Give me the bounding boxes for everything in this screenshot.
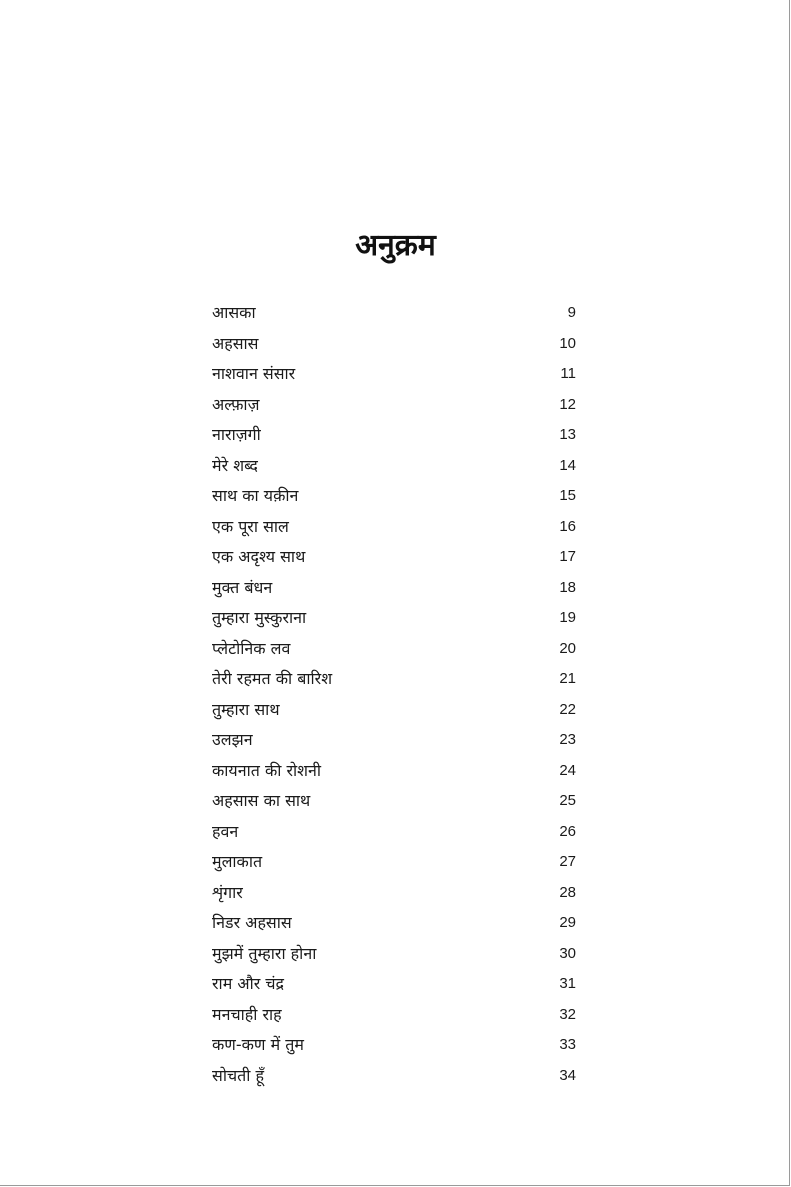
toc-entry xyxy=(212,664,576,695)
toc-page-number: 31 xyxy=(559,975,576,992)
toc-chapter-title: शृंगार xyxy=(212,882,243,902)
toc-page-number: 16 xyxy=(559,517,576,535)
toc-entry xyxy=(212,390,576,421)
toc-entry xyxy=(212,939,576,970)
toc-page-number: 17 xyxy=(559,548,576,565)
toc-chapter-title: नाशवान संसार xyxy=(212,364,296,383)
toc-entry xyxy=(212,756,576,787)
toc-page-number: 26 xyxy=(559,822,576,840)
toc-page-number: 30 xyxy=(559,944,576,962)
toc-page-number: 9 xyxy=(567,304,576,321)
toc-chapter-title: आसका xyxy=(212,303,256,322)
toc-page-number: 25 xyxy=(559,792,576,809)
toc-chapter-title: मुक्त बंधन xyxy=(212,577,273,597)
toc-page-number: 21 xyxy=(559,670,576,687)
toc-chapter-title: उलझन xyxy=(212,730,253,749)
toc-chapter-title: कायनात की रोशनी xyxy=(212,760,322,780)
toc-page-number: 32 xyxy=(559,1005,576,1023)
toc-page-number: 12 xyxy=(559,395,576,413)
toc-page-number: 24 xyxy=(559,761,576,779)
toc-entry xyxy=(212,329,576,360)
toc-chapter-title: साथ का यक़ीन xyxy=(212,486,299,505)
toc-page-number: 11 xyxy=(560,365,576,382)
toc-entry xyxy=(212,847,576,878)
toc-entry xyxy=(212,1030,576,1061)
toc-chapter-title: एक अदृश्य साथ xyxy=(212,547,306,566)
toc-page-number: 13 xyxy=(559,426,576,443)
toc-page-number: 20 xyxy=(559,639,576,657)
toc-title: अनुक्रम xyxy=(355,228,436,263)
toc-page-number: 34 xyxy=(559,1066,576,1084)
toc-entry xyxy=(212,1000,576,1031)
toc-page-number: 18 xyxy=(559,578,576,596)
toc-chapter-title: मुलाकात xyxy=(212,852,263,871)
toc-chapter-title: अल्फ़ाज़ xyxy=(212,394,260,414)
toc-page-number: 22 xyxy=(559,700,576,718)
toc-chapter-title: राम और चंद्र xyxy=(212,974,284,993)
toc-chapter-title: नाराज़गी xyxy=(212,425,261,444)
toc-entry xyxy=(212,1061,576,1092)
toc-entry xyxy=(212,298,576,329)
toc-chapter-title: एक पूरा साल xyxy=(212,516,289,536)
toc-chapter-title: सोचती हूँ xyxy=(212,1065,264,1085)
toc-chapter-title: अहसास का साथ xyxy=(212,791,311,810)
toc-chapter-title: तुम्हारा मुस्कुराना xyxy=(212,608,307,627)
toc-entry xyxy=(212,786,576,817)
toc-chapter-title: अहसास xyxy=(212,333,259,353)
toc-page-number: 28 xyxy=(559,883,576,901)
toc-chapter-title: तेरी रहमत की बारिश xyxy=(212,669,333,688)
toc-entry xyxy=(212,359,576,390)
toc-entry xyxy=(212,725,576,756)
toc-entry xyxy=(212,542,576,573)
toc-entry xyxy=(212,451,576,482)
toc-entry xyxy=(212,695,576,726)
toc-chapter-title: मुझमें तुम्हारा होना xyxy=(212,943,317,963)
toc-chapter-title: कण-कण में तुम xyxy=(212,1035,304,1054)
toc-entry xyxy=(212,573,576,604)
toc-page-number: 27 xyxy=(559,853,576,870)
toc-entry xyxy=(212,481,576,512)
toc-page-number: 33 xyxy=(559,1036,576,1053)
toc-chapter-title: प्लेटोनिक लव xyxy=(212,638,291,658)
toc-entry xyxy=(212,512,576,543)
toc-entry xyxy=(212,817,576,848)
toc-entry xyxy=(212,634,576,665)
toc-chapter-title: मेरे शब्द xyxy=(212,455,258,475)
toc-entry xyxy=(212,420,576,451)
toc-page-number: 19 xyxy=(559,609,576,626)
toc-entry xyxy=(212,878,576,909)
toc-page-number: 15 xyxy=(559,487,576,504)
toc-entry xyxy=(212,908,576,939)
toc-chapter-title: हवन xyxy=(212,821,239,841)
toc-chapter-title: तुम्हारा साथ xyxy=(212,699,280,719)
toc-entry xyxy=(212,603,576,634)
toc-chapter-title: मनचाही राह xyxy=(212,1004,282,1024)
toc-page-number: 29 xyxy=(559,914,576,931)
toc-chapter-title: निडर अहसास xyxy=(212,913,292,932)
toc-page-number: 10 xyxy=(559,334,576,352)
toc-page-number: 14 xyxy=(559,456,576,474)
toc-page-number: 23 xyxy=(559,731,576,748)
toc-entry xyxy=(212,969,576,1000)
toc-list xyxy=(212,298,576,1091)
